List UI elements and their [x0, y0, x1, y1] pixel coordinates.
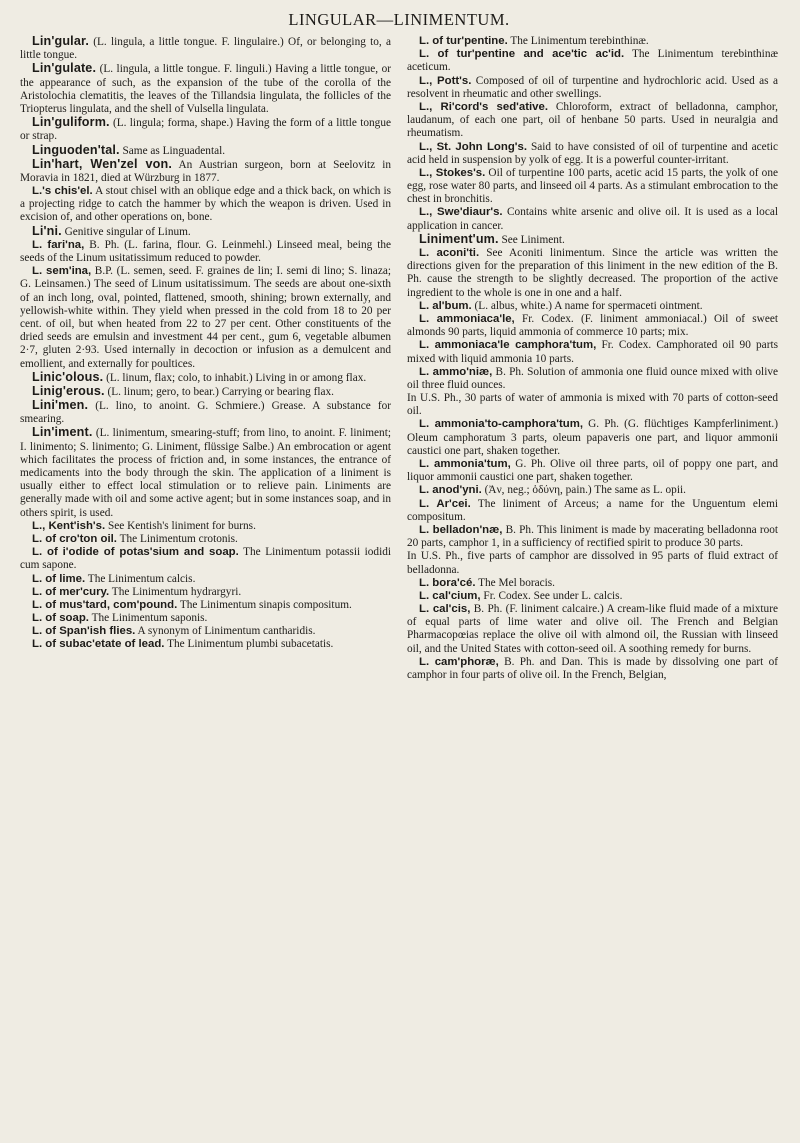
- dictionary-subentry: [20, 533, 391, 546]
- running-header: LINGULAR—LINIMENTUM.: [288, 10, 510, 29]
- entry-definition: A stout chisel with an oblique edge and a thick back, on which is a projecting ridge to catch the hammer by which the weapon is driven. Used in excision of, and other operations on, bone.: [20, 185, 391, 224]
- dictionary-subentry: [407, 35, 778, 48]
- entry-headword: Lin'iment.: [32, 425, 93, 440]
- dictionary-subentry: [407, 577, 778, 590]
- entry-definition: (L. lino, to anoint. G. Schmiere.) Grease. A substance for smearing.: [20, 400, 391, 426]
- subentry-headword: L. of i'odide of potas'sium and soap.: [32, 546, 239, 559]
- subentry-headword: L. anod'yni.: [419, 484, 482, 497]
- subentry-headword: L. Ar'cei.: [419, 497, 471, 510]
- dictionary-subentry: [407, 141, 778, 167]
- subentry-headword: L. ammonia'to-camphora'tum,: [419, 418, 584, 431]
- entry-definition: G. Ph. (G. flüchtiges Kampferliniment.) Oleum camphoratum 3 parts, oleum papaveris one part, and liquor ammonii caustici one part, shaken together.: [407, 418, 778, 457]
- entry-definition: The Linimentum crotonis.: [116, 532, 238, 545]
- entry-definition: Said to have consisted of oil of turpentine and acetic acid held in suspension by yolk of egg. It is a powerful counter-irritant.: [407, 140, 778, 166]
- dictionary-entry: [407, 233, 778, 247]
- entry-definition: A synonym of Linimentum cantharidis.: [135, 625, 316, 638]
- subentry-headword: L. of tur'pentine and ace'tic ac'id.: [419, 48, 625, 61]
- dictionary-entry: [20, 426, 391, 519]
- subentry-headword: L. ammonia'tum,: [419, 458, 511, 470]
- dictionary-subentry: [407, 366, 778, 419]
- subentry-headword: L. of lime.: [32, 572, 86, 585]
- dictionary-subentry: [407, 167, 778, 207]
- entry-definition: Chloroform, extract of belladonna, camphor, laudanum, of each one part, oil of henbane 50 parts. Used in neuralgia and rheumatism.: [407, 100, 778, 140]
- entry-definition: The Linimentum calcis.: [85, 572, 196, 585]
- subentry-headword: L. belladon'næ,: [419, 523, 503, 536]
- dictionary-subentry: [407, 458, 778, 484]
- entry-definition: B. Ph. (F. liniment calcaire.) A cream-like fluid made of a mixture of equal parts of lime water and olive oil. The French and Belgian Pharmacopœias replace the olive oil with almond oil, the Russian with linseed oil, and the United States with cotton-seed oil. A soothing remedy for burns.: [407, 603, 778, 655]
- subentry-headword: L. ammoniaca'le camphora'tum,: [419, 339, 597, 352]
- dictionary-subentry: [407, 339, 778, 365]
- entry-definition: The Linimentum potassii iodidi cum sapone.: [20, 546, 391, 572]
- dictionary-entry: [20, 385, 391, 399]
- entry-definition: B. Ph. Solution of ammonia one fluid ounce mixed with olive oil three fluid ounces. In U.S. Ph., 30 parts of water of ammonia is mixed with 70 parts of cotton-seed oil.: [407, 365, 778, 418]
- entry-headword: Lin'gulate.: [32, 61, 97, 76]
- entry-definition: The Linimentum sinapis compositum.: [177, 598, 352, 611]
- entry-definition: Oil of turpentine 100 parts, acetic acid 15 parts, the yolk of one egg, rose water 80 parts, and linseed oil 4 parts. As a stimulant embrocation to the chest in bronchitis.: [407, 166, 778, 206]
- entry-definition: (L. linum, flax; colo, to inhabit.) Living in or among flax.: [103, 371, 367, 384]
- entry-headword: Lin'guliform.: [32, 115, 110, 130]
- dictionary-subentry: [407, 498, 778, 524]
- subentry-headword: L., Kent'ish's.: [32, 519, 106, 532]
- entry-definition: The Linimentum terebinthinæ aceticum.: [407, 48, 778, 74]
- right-column: [407, 35, 778, 682]
- subentry-headword: L. of subac'etate of lead.: [32, 638, 165, 651]
- entry-definition: B. Ph. This liniment is made by macerating belladonna root 20 parts, camphor 1, in a sufficiency of rectified spirit to produce 30 parts. In U.S. Ph., five parts of camphor are dissolved in 95 parts of fluid extract of belladonna.: [407, 523, 779, 576]
- entry-definition: See Liniment.: [498, 233, 565, 246]
- dictionary-subentry: [407, 603, 778, 656]
- entry-definition: (L. linum; gero, to bear.) Carrying or bearing flax.: [104, 385, 334, 398]
- entry-definition: Composed of oil of turpentine and hydrochloric acid. Used as a resolvent in rheumatic and other swellings.: [407, 74, 778, 100]
- dictionary-entry: [20, 371, 391, 385]
- subentry-headword: L., Swe'diaur's.: [419, 206, 503, 219]
- dictionary-subentry: [407, 313, 778, 339]
- entry-definition: Same as Linguadental.: [119, 144, 226, 157]
- subentry-headword: L. of tur'pentine.: [419, 35, 508, 47]
- entry-headword: Linguoden'tal.: [32, 142, 120, 157]
- dictionary-subentry: [20, 599, 391, 612]
- dictionary-subentry: [20, 638, 391, 651]
- entry-definition: The Mel boracis.: [475, 576, 555, 589]
- dictionary-subentry: [407, 247, 778, 300]
- subentry-headword: L., Ri'cord's sed'ative.: [419, 100, 549, 113]
- entry-definition: See Aconiti linimentum. Since the article was written the directions given for the preparation of this liniment in the new edition of the B. Ph. cause the strength to be slightly decreased. The proportion of the active ingredient to the whole is one in one and a half.: [407, 247, 778, 299]
- subentry-headword: L. sem'ina,: [32, 265, 92, 278]
- subentry-headword: L. cam'phoræ,: [419, 655, 499, 668]
- dictionary-subentry: [407, 75, 778, 101]
- entry-definition: (L. lingula; forma, shape.) Having the form of a little tongue or strap.: [20, 117, 391, 143]
- entry-definition: (L. albus, white.) A name for spermaceti ointment.: [471, 299, 703, 312]
- dictionary-subentry: [20, 625, 391, 638]
- dictionary-entry: [20, 116, 391, 143]
- dictionary-subentry: [407, 300, 778, 313]
- entry-definition: See Kentish's liniment for burns.: [105, 519, 256, 532]
- entry-definition: (L. linimentum, smearing-stuff; from lino, to anoint. F. liniment; I. linimento; S. linimento; G. Liniment, flüssige Salbe.) An embrocation or agent which facilitates the process of friction and, in some instances, the entrance of medicaments into the body through the skin. The application of a liniment is usually either to effect local stimulation or to relieve pain. Liniments are generally made with oil and some active agent; but in some instances soap, and in others spirit, is used.: [20, 427, 391, 519]
- dictionary-subentry: [407, 101, 778, 141]
- dictionary-subentry: [407, 524, 778, 577]
- dictionary-subentry: [20, 612, 391, 625]
- dictionary-subentry: [20, 520, 391, 533]
- entry-definition: Fr. Codex. (F. liniment ammoniacal.) Oil of sweet almonds 90 parts, liquid ammonia of commerce 10 parts; mix.: [407, 312, 778, 339]
- subentry-headword: L., Pott's.: [419, 74, 472, 87]
- entry-definition: B. Ph. and Dan. This is made by dissolving one part of camphor in four parts of olive oil. In the French, Belgian,: [407, 655, 778, 681]
- dictionary-subentry: [407, 590, 778, 603]
- entry-headword: Lini'men.: [32, 398, 89, 413]
- dictionary-subentry: [20, 546, 391, 572]
- subentry-headword: L. fari'na,: [32, 238, 85, 251]
- entry-definition: The Linimentum plumbi subacetatis.: [164, 638, 334, 651]
- entry-definition: Contains white arsenic and olive oil. It is used as a local application in cancer.: [407, 206, 778, 232]
- left-column: [20, 35, 391, 682]
- dictionary-entry: [20, 158, 391, 185]
- subentry-headword: L. ammoniaca'le,: [419, 312, 515, 325]
- entry-definition: Genitive singular of Linum.: [61, 225, 191, 238]
- entry-definition: An Austrian surgeon, born at Seelovitz in Moravia in 1821, died at Würzburg in 1877.: [20, 158, 391, 184]
- dictionary-entry: [20, 399, 391, 426]
- dictionary-subentry: [20, 265, 391, 371]
- subentry-headword: L. of mus'tard, com'pound.: [32, 598, 178, 611]
- subentry-headword: L. cal'cium,: [419, 589, 481, 602]
- columns: [20, 35, 778, 682]
- entry-definition: The Linimentum saponis.: [88, 612, 208, 625]
- entry-definition: Fr. Codex. Camphorated oil 90 parts mixed with liquid ammonia 10 parts.: [407, 339, 778, 365]
- entry-headword: Liniment'um.: [419, 231, 499, 246]
- subentry-headword: L. cal'cis,: [419, 603, 471, 616]
- dictionary-subentry: [407, 206, 778, 232]
- dictionary-subentry: [407, 48, 778, 74]
- entry-headword: Li'ni.: [32, 223, 62, 238]
- entry-definition: B. Ph. (L. farina, flour. G. Leinmehl.) Linseed meal, being the seeds of the Linum usitatissimum reduced to powder.: [20, 238, 391, 264]
- subentry-headword: L. of mer'cury.: [32, 585, 110, 598]
- subentry-headword: L., St. John Long's.: [419, 140, 527, 153]
- dictionary-entry: [20, 225, 391, 239]
- dictionary-subentry: [20, 185, 391, 225]
- dictionary-subentry: [407, 484, 778, 497]
- entry-definition: (Ἀν, neg.; ὀδύνη, pain.) The same as L. opii.: [481, 484, 686, 497]
- dictionary-subentry: [20, 586, 391, 599]
- entry-definition: G. Ph. Olive oil three parts, oil of poppy one part, and liquor ammonii caustici one part, shaken together.: [407, 458, 778, 484]
- entry-definition: (L. lingula, a little tongue. F. lingulaire.) Of, or belonging to, a little tongue.: [20, 36, 391, 62]
- subentry-headword: L. al'bum.: [419, 299, 472, 312]
- subentry-headword: L. of cro'ton oil.: [32, 532, 117, 545]
- entry-definition: B.P. (L. semen, seed. F. graines de lin; I. semi di lino; S. linaza; G. Leinsamen.) The seed of Linum usitatissimum. The seeds are about one-sixth of an inch long, oval, pointed, flattened, smooth, shining; brown externally, and yellowish-white within. They yield when pressed in the cold from 18 to 20 per cent. of oil, but when heated from 22 to 27 per cent. Other constituents of the dried seeds are emulsin and investment 44 per cent., gum 6, vegetable albumen 2·7, gluten 2·93. Used internally in decoction or infusion as a demulcent and emollient, and externally for poultices.: [20, 265, 391, 370]
- dictionary-subentry: [20, 573, 391, 586]
- dictionary-entry: [20, 35, 391, 62]
- subentry-headword: L.'s chis'el.: [32, 185, 93, 198]
- dictionary-entry: [20, 144, 391, 158]
- subentry-headword: L. aconi'ti.: [419, 247, 480, 259]
- entry-definition: (L. lingula, a little tongue. F. linguli.) Having a little tongue, or the appearance of such, as the expansion of the tube of the corolla of the Aristolochia clematitis, the leaves of the Tillandsia lingulata, the follicles of the Triopterus lingulata, and the shell of Vulsella lingulata.: [20, 63, 391, 115]
- subentry-headword: L. of soap.: [32, 612, 89, 625]
- dictionary-subentry: [407, 656, 778, 682]
- dictionary-subentry: [407, 418, 778, 458]
- entry-headword: Linic'olous.: [32, 369, 104, 384]
- entry-headword: Lin'gular.: [32, 34, 89, 48]
- subentry-headword: L. ammo'niæ,: [419, 365, 493, 378]
- entry-headword: Linig'erous.: [32, 383, 105, 398]
- subentry-headword: L. of Span'ish flies.: [32, 625, 136, 638]
- entry-definition: The liniment of Arceus; a name for the Unguentum elemi compositum.: [407, 497, 778, 523]
- dictionary-subentry: [20, 239, 391, 265]
- entry-definition: Fr. Codex. See under L. calcis.: [480, 589, 623, 602]
- subentry-headword: L., Stokes's.: [419, 166, 486, 179]
- subentry-headword: L. bora'cé.: [419, 576, 476, 589]
- entry-definition: The Linimentum terebinthinæ.: [507, 35, 649, 47]
- entry-definition: The Linimentum hydrargyri.: [109, 585, 242, 598]
- dictionary-entry: [20, 62, 391, 116]
- entry-headword: Lin'hart, Wen'zel von.: [32, 156, 172, 171]
